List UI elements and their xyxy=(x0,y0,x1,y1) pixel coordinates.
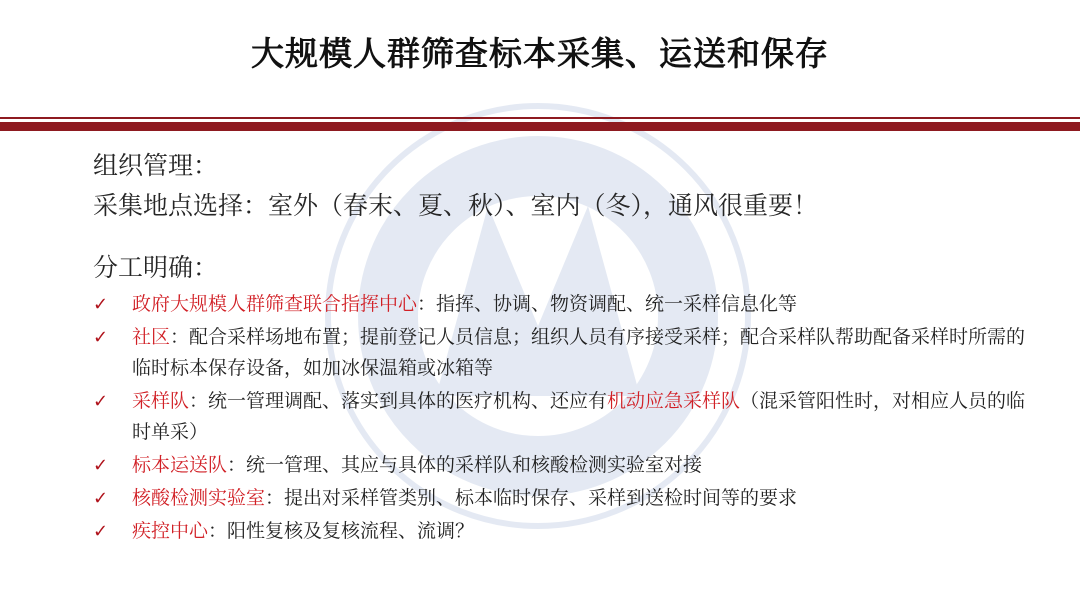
item-label: 社区 xyxy=(132,326,171,348)
checkmark-icon: ✓ xyxy=(93,391,109,412)
header-divider-thin xyxy=(0,117,1080,119)
list-item xyxy=(93,516,1043,547)
section-spacer xyxy=(93,226,1043,248)
list-item xyxy=(93,386,1043,448)
page-title: 大规模人群筛查标本采集、运送和保存 xyxy=(251,34,829,73)
slide-body xyxy=(93,146,1043,549)
list-item xyxy=(93,289,1043,320)
responsibility-list xyxy=(93,289,1043,547)
list-item xyxy=(93,450,1043,481)
item-text: ：配合采样场地布置；提前登记人员信息；组织人员有序接受采样；配合采样队帮助配备采样时所需的临时标本保存设备，如加冰保温箱或冰箱等 xyxy=(132,326,1026,379)
item-text: ：指挥、协调、物资调配、统一采样信息化等 xyxy=(417,293,798,315)
org-heading: 组织管理： xyxy=(93,151,219,180)
list-item xyxy=(93,483,1043,514)
item-label: 采样队 xyxy=(132,390,190,412)
checkmark-icon: ✓ xyxy=(93,455,109,476)
header-divider-thick xyxy=(0,122,1080,131)
checkmark-icon: ✓ xyxy=(93,521,109,542)
checkmark-icon: ✓ xyxy=(93,327,109,348)
item-label: 政府大规模人群筛查联合指挥中心 xyxy=(132,293,418,315)
division-heading: 分工明确： xyxy=(93,253,219,282)
checkmark-icon: ✓ xyxy=(93,488,109,509)
list-item xyxy=(93,322,1043,384)
checkmark-icon: ✓ xyxy=(93,294,109,315)
item-text: ：阳性复核及复核流程、流调？ xyxy=(208,520,475,542)
item-text: ：统一管理、其应与具体的采样队和核酸检测实验室对接 xyxy=(227,454,703,476)
item-text: ：统一管理调配、落实到具体的医疗机构、还应有 xyxy=(189,390,608,412)
item-highlight: 机动应急采样队 xyxy=(607,390,741,412)
item-text-continued: （混采管阳性时，对相应人员的临时单采） xyxy=(132,390,1026,443)
item-text: ：提出对采样管类别、标本临时保存、采样到送检时间等的要求 xyxy=(265,487,798,509)
item-label: 疾控中心 xyxy=(132,520,209,542)
site-selection-text: 采集地点选择：室外（春末、夏、秋）、室内（冬），通风很重要！ xyxy=(93,191,819,220)
item-label: 核酸检测实验室 xyxy=(132,487,266,509)
item-label: 标本运送队 xyxy=(132,454,228,476)
